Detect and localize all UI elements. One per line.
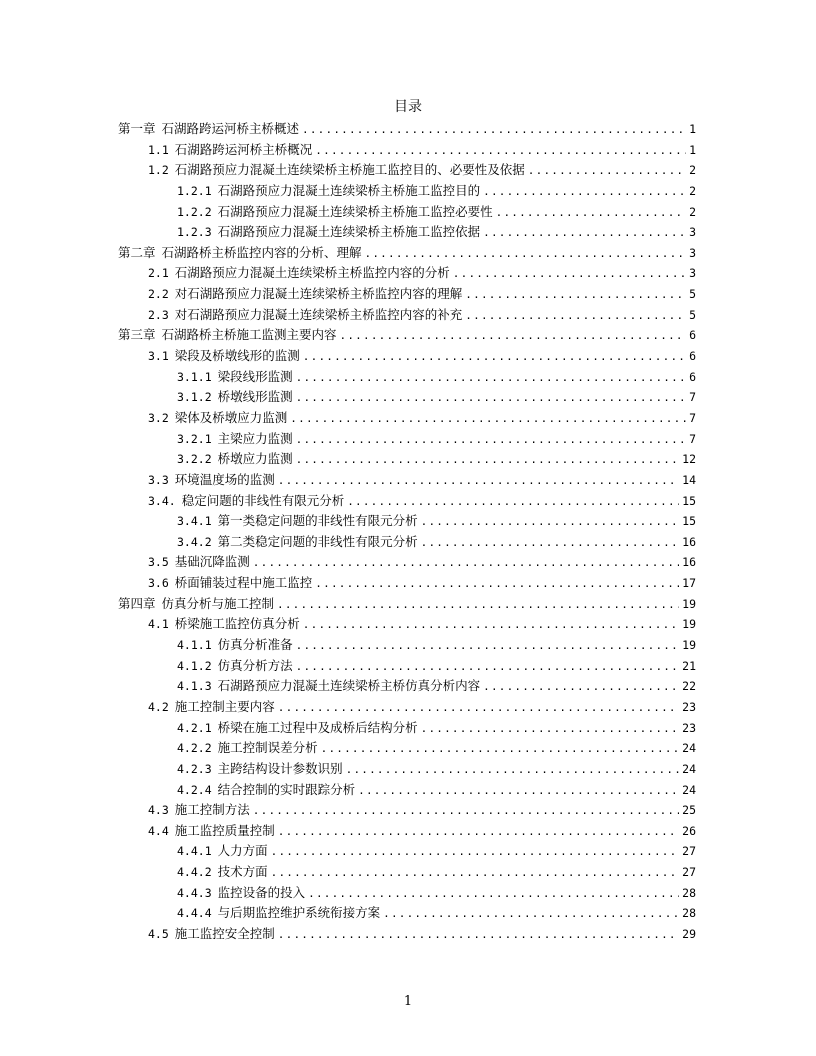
toc-entry-text: 梁段及桥墩线形的监测 <box>174 348 300 364</box>
toc-dot-leader <box>302 120 686 140</box>
toc-entry-page: 2 <box>689 163 696 178</box>
toc-dot-leader <box>303 615 679 635</box>
toc-entry-text: 石湖路桥主桥施工监测主要内容 <box>161 327 337 343</box>
toc-entry-text: 主跨结构设计参数识别 <box>217 760 343 776</box>
toc-entry-text: 第一类稳定问题的非线性有限元分析 <box>217 513 418 529</box>
toc-entry[interactable] <box>118 222 696 243</box>
toc-entry-number: 1.2.2 <box>177 204 212 219</box>
toc-entry-text: 仿真分析与施工控制 <box>161 595 275 611</box>
toc-entry[interactable] <box>118 594 696 615</box>
toc-dot-leader <box>358 781 679 801</box>
toc-entry[interactable] <box>118 429 696 450</box>
toc-entry[interactable] <box>118 243 696 264</box>
toc-entry-number: 2.1 <box>148 266 169 281</box>
toc-entry-page: 3 <box>689 266 696 281</box>
toc-entry-number: 3.1.1 <box>177 369 212 384</box>
toc-entry-page: 16 <box>682 534 696 549</box>
toc-entry-page: 12 <box>682 452 696 467</box>
toc-dot-leader <box>278 471 679 491</box>
toc-entry[interactable] <box>118 656 696 677</box>
toc-entry-number: 3.6 <box>148 576 169 591</box>
toc-entry-text: 施工控制误差分析 <box>217 740 318 756</box>
toc-dot-leader <box>383 904 679 924</box>
toc-entry[interactable] <box>118 635 696 656</box>
toc-entry-page: 5 <box>689 307 696 322</box>
toc-entry[interactable] <box>118 552 696 573</box>
toc-entry-page: 27 <box>682 844 696 859</box>
toc-entry[interactable] <box>118 759 696 780</box>
toc-entry-page: 14 <box>682 472 696 487</box>
toc-entry-number: 4.2.3 <box>177 761 212 776</box>
toc-entry[interactable] <box>118 821 696 842</box>
toc-entry-text: 石湖路预应力混凝土连续梁桥主桥监控内容的分析 <box>174 265 450 281</box>
toc-entry-text: 第二类稳定问题的非线性有限元分析 <box>217 533 418 549</box>
toc-entry-text: 石湖路跨运河桥主桥概述 <box>161 121 300 136</box>
toc-entry[interactable] <box>118 119 696 140</box>
toc-entry-text: 石湖路预应力混凝土连续梁桥主桥施工监控目的、必要性及依据 <box>174 162 525 178</box>
toc-entry[interactable] <box>118 263 696 284</box>
toc-entry-number: 1.2.3 <box>177 225 212 240</box>
toc-entry-page: 1 <box>689 122 696 136</box>
toc-entry-number: 3.1 <box>148 349 169 364</box>
toc-entry-text: 环境温度场的监测 <box>174 471 275 487</box>
toc-dot-leader <box>277 595 679 615</box>
toc-dot-leader <box>453 264 686 284</box>
toc-entry-number: 4.2.4 <box>177 782 212 797</box>
toc-entry-number: 3.1.2 <box>177 390 212 405</box>
toc-entry-page: 15 <box>682 493 696 508</box>
toc-entry-text: 结合控制的实时跟踪分析 <box>217 781 356 797</box>
toc-entry-page: 1 <box>689 142 696 157</box>
toc-entry-text: 石湖路桥主桥监控内容的分析、理解 <box>161 244 362 260</box>
toc-entry-number: 3.2.2 <box>177 452 212 467</box>
toc-entry-text: 石湖路预应力混凝土连续梁桥主桥施工监控依据 <box>217 224 481 240</box>
toc-entry-number: 4.4.4 <box>177 906 212 921</box>
toc-entry-page: 19 <box>682 617 696 632</box>
toc-dot-leader <box>496 203 686 223</box>
toc-entry-page: 5 <box>689 287 696 302</box>
toc-entry-number: 4.1.1 <box>177 638 212 653</box>
toc-entry-number: 1.1 <box>148 142 169 157</box>
toc-entry[interactable] <box>118 614 696 635</box>
toc-entry-number: 1.2 <box>148 163 169 178</box>
toc-entry-page: 6 <box>689 349 696 364</box>
toc-dot-leader <box>421 512 680 532</box>
toc-entry-page: 26 <box>682 823 696 838</box>
toc-entry-number: 4.1.2 <box>177 658 212 673</box>
toc-dot-leader <box>271 863 680 883</box>
toc-dot-leader <box>253 553 679 573</box>
toc-dot-leader <box>308 884 679 904</box>
toc-entry[interactable] <box>118 160 696 181</box>
toc-entry[interactable] <box>118 367 696 388</box>
toc-entry[interactable] <box>118 325 696 346</box>
toc-entry[interactable] <box>118 491 696 512</box>
toc-dot-leader <box>347 492 679 512</box>
toc-entry[interactable] <box>118 202 696 223</box>
toc-entry-number: 3.2 <box>148 410 169 425</box>
toc-entry-page: 22 <box>682 679 696 694</box>
toc-entry[interactable] <box>118 903 696 924</box>
toc-dot-leader <box>303 347 686 367</box>
toc-entry-number: 4.2.2 <box>177 741 212 756</box>
toc-entry-page: 17 <box>682 576 696 591</box>
toc-entry-text: 施工控制方法 <box>174 802 250 818</box>
toc-entry[interactable] <box>118 449 696 470</box>
toc-entry-number: 2.2 <box>148 287 169 302</box>
toc-entry-page: 2 <box>689 183 696 198</box>
toc-entry[interactable] <box>118 511 696 532</box>
toc-title: 目录 <box>394 99 422 115</box>
toc-entry[interactable] <box>118 718 696 739</box>
toc-entry-text: 施工监控质量控制 <box>174 822 275 838</box>
toc-entry[interactable] <box>118 284 696 305</box>
toc-dot-leader <box>315 141 686 161</box>
toc-entry[interactable] <box>118 181 696 202</box>
toc-entry-text: 与后期监控维护系统衔接方案 <box>217 905 381 921</box>
toc-entry-number: 4.1.3 <box>177 679 212 694</box>
toc-entry[interactable] <box>118 140 696 161</box>
toc-entry-number: 3.4.2 <box>177 534 212 549</box>
toc-dot-leader <box>528 161 686 181</box>
toc-entry-page: 28 <box>682 906 696 921</box>
toc-entry-number: 4.4.1 <box>177 844 212 859</box>
toc-entry[interactable] <box>118 738 696 759</box>
toc-entry-page: 24 <box>682 761 696 776</box>
toc-entry-page: 24 <box>682 741 696 756</box>
toc-entry-text: 桥面铺装过程中施工监控 <box>174 575 313 591</box>
toc-entry-number: 第三章 <box>118 327 156 343</box>
toc-dot-leader <box>253 801 679 821</box>
toc-entry-page: 15 <box>682 514 696 529</box>
toc-entry-text: 梁体及桥墩应力监测 <box>174 409 288 425</box>
toc-dot-leader <box>278 698 679 718</box>
toc-dot-leader <box>340 326 687 346</box>
toc-entry-number: 3.3 <box>148 472 169 487</box>
toc-entry-page: 19 <box>682 596 696 611</box>
toc-dot-leader <box>296 388 686 408</box>
toc-entry-number: 4.4 <box>148 823 169 838</box>
toc-entry-page: 3 <box>689 245 696 260</box>
toc-entry[interactable] <box>118 883 696 904</box>
toc-entry[interactable] <box>118 800 696 821</box>
toc-entry-number: 4.4.2 <box>177 865 212 880</box>
toc-dot-leader <box>278 822 679 842</box>
toc-dot-leader <box>465 306 686 326</box>
toc-dot-leader <box>483 182 686 202</box>
toc-entry-text: 施工监控安全控制 <box>174 925 275 941</box>
toc-entry-number: 3.4. <box>148 493 176 508</box>
toc-entry-page: 27 <box>682 865 696 880</box>
toc-entry[interactable] <box>118 676 696 697</box>
toc-entry[interactable] <box>118 697 696 718</box>
toc-entry-page: 24 <box>682 782 696 797</box>
toc-entry[interactable] <box>118 573 696 594</box>
toc-entry-text: 对石湖路预应力混凝土连续梁桥主桥监控内容的补充 <box>174 306 463 322</box>
toc-entry-page: 19 <box>682 638 696 653</box>
toc-entry-number: 2.3 <box>148 307 169 322</box>
toc-entry-page: 7 <box>689 431 696 446</box>
toc-dot-leader <box>483 223 686 243</box>
toc-entry-page: 21 <box>682 658 696 673</box>
toc-entry-page: 28 <box>682 885 696 900</box>
toc-entry-text: 石湖路预应力混凝土连续梁桥主桥仿真分析内容 <box>217 678 481 694</box>
toc-entry-text: 施工控制主要内容 <box>174 698 275 714</box>
toc-entry-page: 29 <box>682 926 696 941</box>
toc-dot-leader <box>271 842 680 862</box>
toc-entry-number: 第二章 <box>118 244 156 260</box>
toc-entry[interactable] <box>118 408 696 429</box>
toc-entry[interactable] <box>118 780 696 801</box>
toc-entry-page: 7 <box>689 410 696 425</box>
table-of-contents <box>118 119 696 945</box>
toc-dot-leader <box>278 925 679 945</box>
toc-entry-page: 2 <box>689 204 696 219</box>
toc-entry-text: 基础沉降监测 <box>174 554 250 570</box>
toc-entry-text: 技术方面 <box>217 864 268 880</box>
toc-dot-leader <box>483 677 679 697</box>
toc-entry-text: 桥梁在施工过程中及成桥后结构分析 <box>217 719 418 735</box>
toc-dot-leader <box>296 450 680 470</box>
toc-entry-number: 3.2.1 <box>177 431 212 446</box>
toc-entry-text: 仿真分析准备 <box>217 637 293 653</box>
toc-dot-leader <box>296 430 686 450</box>
toc-entry-number: 4.4.3 <box>177 885 212 900</box>
toc-dot-leader <box>365 244 687 264</box>
toc-entry-text: 稳定问题的非线性有限元分析 <box>181 492 345 508</box>
toc-entry-text: 监控设备的投入 <box>217 884 306 900</box>
toc-entry[interactable] <box>118 470 696 491</box>
toc-entry-text: 对石湖路预应力混凝土连续梁桥主桥监控内容的理解 <box>174 286 463 302</box>
toc-entry-number: 3.4.1 <box>177 514 212 529</box>
toc-entry-text: 桥墩应力监测 <box>217 451 293 467</box>
toc-entry[interactable] <box>118 862 696 883</box>
toc-entry-number: 1.2.1 <box>177 183 212 198</box>
page-number: 1 <box>403 994 413 1009</box>
toc-dot-leader <box>296 368 686 388</box>
toc-entry-page: 16 <box>682 555 696 570</box>
toc-entry-page: 23 <box>682 699 696 714</box>
toc-dot-leader <box>346 760 680 780</box>
toc-entry-number: 4.1 <box>148 617 169 632</box>
toc-entry-number: 4.3 <box>148 803 169 818</box>
toc-entry[interactable] <box>118 532 696 553</box>
toc-entry-number: 4.5 <box>148 926 169 941</box>
toc-entry-number: 4.2.1 <box>177 720 212 735</box>
toc-entry[interactable] <box>118 387 696 408</box>
toc-entry-text: 梁段线形监测 <box>217 368 293 384</box>
toc-dot-leader <box>465 285 686 305</box>
toc-entry-number: 3.5 <box>148 555 169 570</box>
toc-entry[interactable] <box>118 305 696 326</box>
toc-entry[interactable] <box>118 924 696 945</box>
toc-entry-text: 桥梁施工监控仿真分析 <box>174 616 300 632</box>
toc-dot-leader <box>421 719 680 739</box>
toc-entry-number: 第四章 <box>118 595 156 611</box>
toc-entry-page: 3 <box>689 225 696 240</box>
toc-entry-text: 桥墩线形监测 <box>217 389 293 405</box>
toc-entry-text: 主梁应力监测 <box>217 430 293 446</box>
toc-dot-leader <box>421 533 680 553</box>
toc-entry-page: 25 <box>682 803 696 818</box>
toc-entry-page: 6 <box>689 369 696 384</box>
toc-entry-number: 4.2 <box>148 699 169 714</box>
toc-entry-number: 第一章 <box>118 121 156 136</box>
toc-entry-text: 石湖路预应力混凝土连续梁桥主桥施工监控目的 <box>217 182 481 198</box>
toc-dot-leader <box>296 636 680 656</box>
toc-dot-leader <box>315 574 679 594</box>
toc-entry[interactable] <box>118 346 696 367</box>
toc-entry[interactable] <box>118 841 696 862</box>
toc-entry-text: 仿真分析方法 <box>217 657 293 673</box>
toc-entry-page: 6 <box>689 328 696 343</box>
toc-dot-leader <box>321 739 680 759</box>
toc-entry-text: 石湖路预应力混凝土连续梁桥主桥施工监控必要性 <box>217 203 493 219</box>
toc-entry-page: 23 <box>682 720 696 735</box>
toc-entry-page: 7 <box>689 390 696 405</box>
toc-dot-leader <box>296 657 680 677</box>
toc-entry-text: 石湖路跨运河桥主桥概况 <box>174 141 313 157</box>
toc-entry-text: 人力方面 <box>217 843 268 859</box>
toc-dot-leader <box>290 409 686 429</box>
